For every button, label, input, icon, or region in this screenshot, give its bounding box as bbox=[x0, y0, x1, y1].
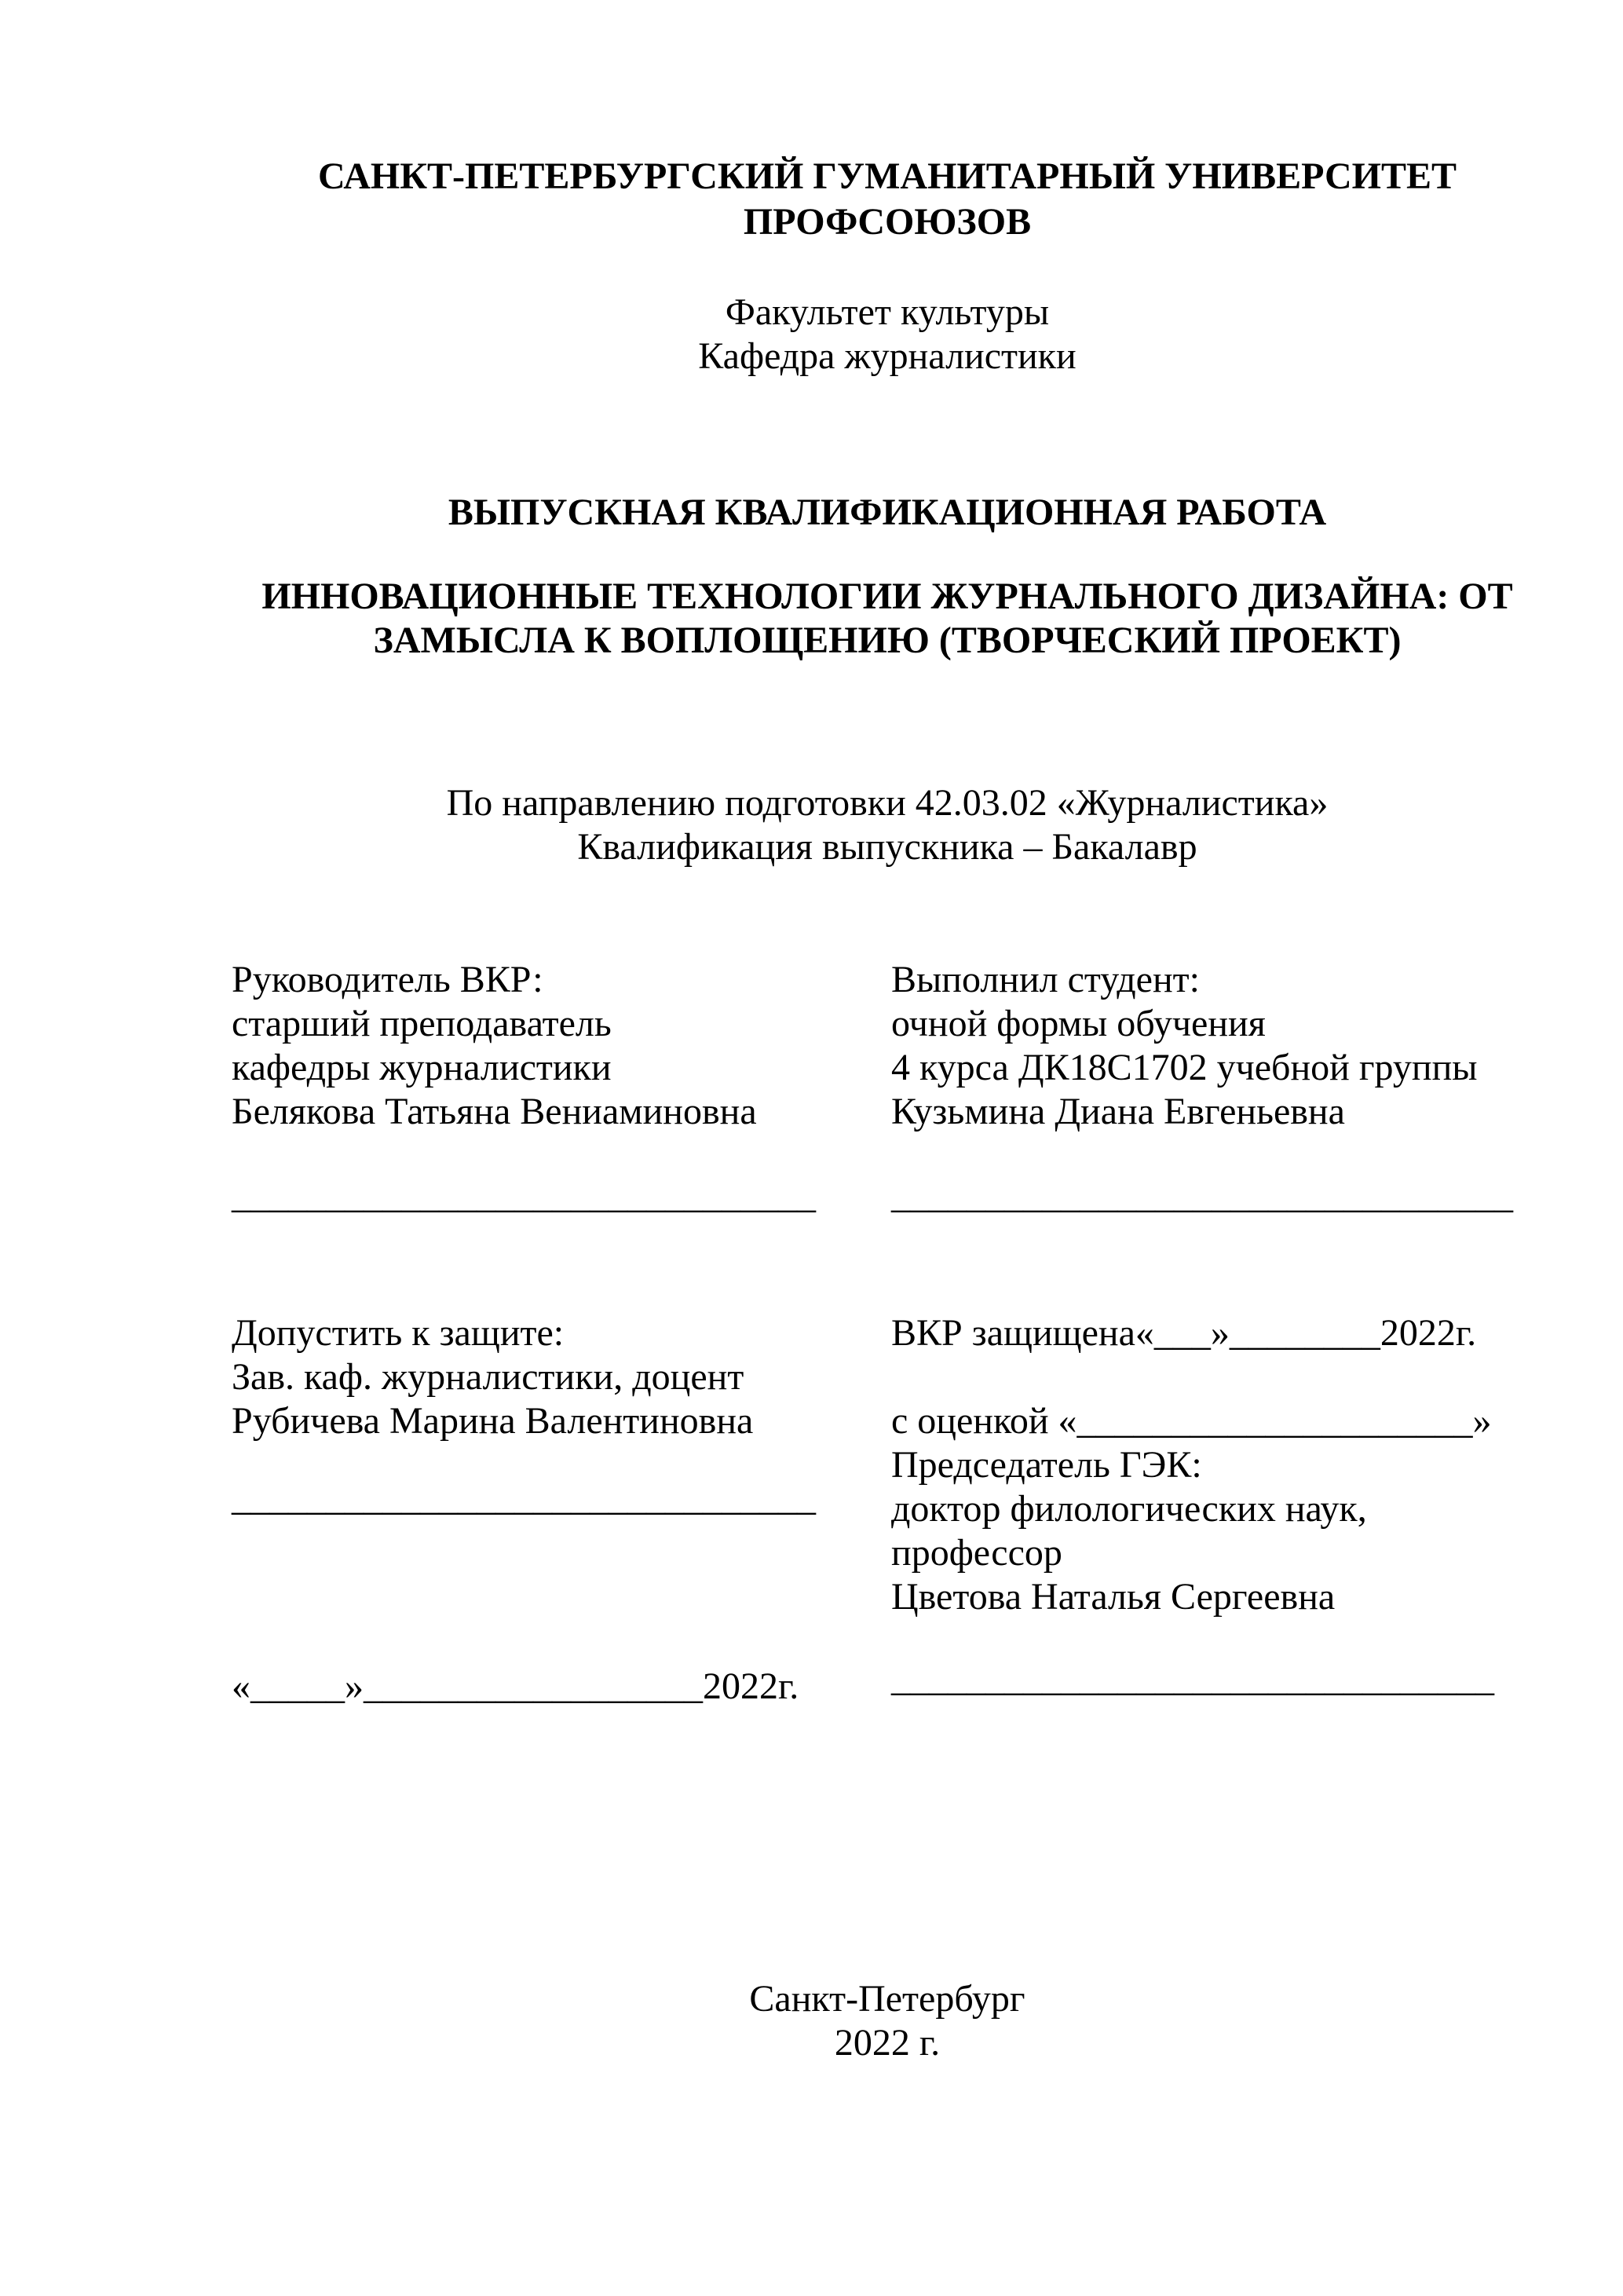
faculty-line: Факультет культуры bbox=[725, 291, 1050, 333]
student-group: 4 курса ДК18С1702 учебной группы bbox=[891, 1047, 1478, 1088]
defense-grade-line: с оценкой «_____________________» bbox=[891, 1400, 1492, 1442]
admission-label: Допустить к защите: bbox=[232, 1312, 565, 1354]
footer-block bbox=[228, 1977, 1547, 2065]
admission-head-name: Рубичева Марина Валентиновна bbox=[232, 1400, 754, 1442]
qualification-line: Квалификация выпускника – Бакалавр bbox=[577, 826, 1197, 868]
chairman-rank: профессор bbox=[891, 1532, 1062, 1574]
footer-city: Санкт-Петербург bbox=[749, 1978, 1025, 2020]
student-block bbox=[891, 958, 1543, 1218]
defense-defended-line: ВКР защищена«___»________2022г. bbox=[891, 1312, 1477, 1354]
department-line: Кафедра журналистики bbox=[698, 335, 1077, 377]
spacer bbox=[232, 1134, 868, 1174]
chairman-degree: доктор филологических наук, bbox=[891, 1488, 1367, 1530]
chairman-name: Цветова Наталья Сергеевна bbox=[891, 1576, 1336, 1618]
supervisor-department: кафедры журналистики bbox=[232, 1047, 612, 1088]
program-block bbox=[228, 781, 1547, 869]
chairman-label: Председатель ГЭК: bbox=[891, 1444, 1202, 1486]
student-study-form: очной формы обучения bbox=[891, 1003, 1266, 1044]
student-role-label: Выполнил студент: bbox=[891, 959, 1200, 1000]
spacer bbox=[891, 1134, 1543, 1174]
admission-date-line: «_____»__________________2022г. bbox=[232, 1665, 799, 1707]
spacer bbox=[232, 1443, 868, 1476]
thesis-title: ИННОВАЦИОННЫЕ ТЕХНОЛОГИИ ЖУРНАЛЬНОГО ДИЗАЙНА: ОТ ЗАМЫСЛА К ВОПЛОЩЕНИЮ (ТВОРЧЕСКИЙ ПРОЕКТ) bbox=[261, 576, 1513, 661]
work-type-heading: ВЫПУСКНАЯ КВАЛИФИКАЦИОННАЯ РАБОТА bbox=[448, 492, 1327, 533]
footer-year: 2022 г. bbox=[834, 2022, 941, 2064]
supervisor-block bbox=[232, 958, 868, 1218]
admission-position: Зав. каф. журналистики, доцент bbox=[232, 1356, 744, 1398]
program-line: По направлению подготовки 42.03.02 «Журналистика» bbox=[446, 782, 1329, 824]
spacer bbox=[891, 1619, 1543, 1657]
admission-signature-line: _______________________________ bbox=[232, 1477, 816, 1519]
spacer bbox=[891, 1355, 1543, 1399]
chairman-signature-line: ________________________________ bbox=[891, 1658, 1494, 1699]
supervisor-signature-line: _______________________________ bbox=[232, 1175, 816, 1216]
admission-block bbox=[232, 1311, 868, 1709]
faculty-department-block bbox=[228, 291, 1547, 378]
defense-block bbox=[891, 1311, 1543, 1701]
supervisor-name: Белякова Татьяна Вениаминовна bbox=[232, 1091, 757, 1132]
supervisor-position: старший преподаватель bbox=[232, 1003, 612, 1044]
university-name: САНКТ-ПЕТЕРБУРГСКИЙ ГУМАНИТАРНЫЙ УНИВЕРСИТЕТ ПРОФСОЮЗОВ bbox=[317, 155, 1457, 243]
supervisor-role-label: Руководитель ВКР: bbox=[232, 959, 543, 1000]
spacer bbox=[232, 1520, 868, 1665]
student-name: Кузьмина Диана Евгеньевна bbox=[891, 1091, 1345, 1132]
student-signature-line: _________________________________ bbox=[891, 1175, 1513, 1216]
